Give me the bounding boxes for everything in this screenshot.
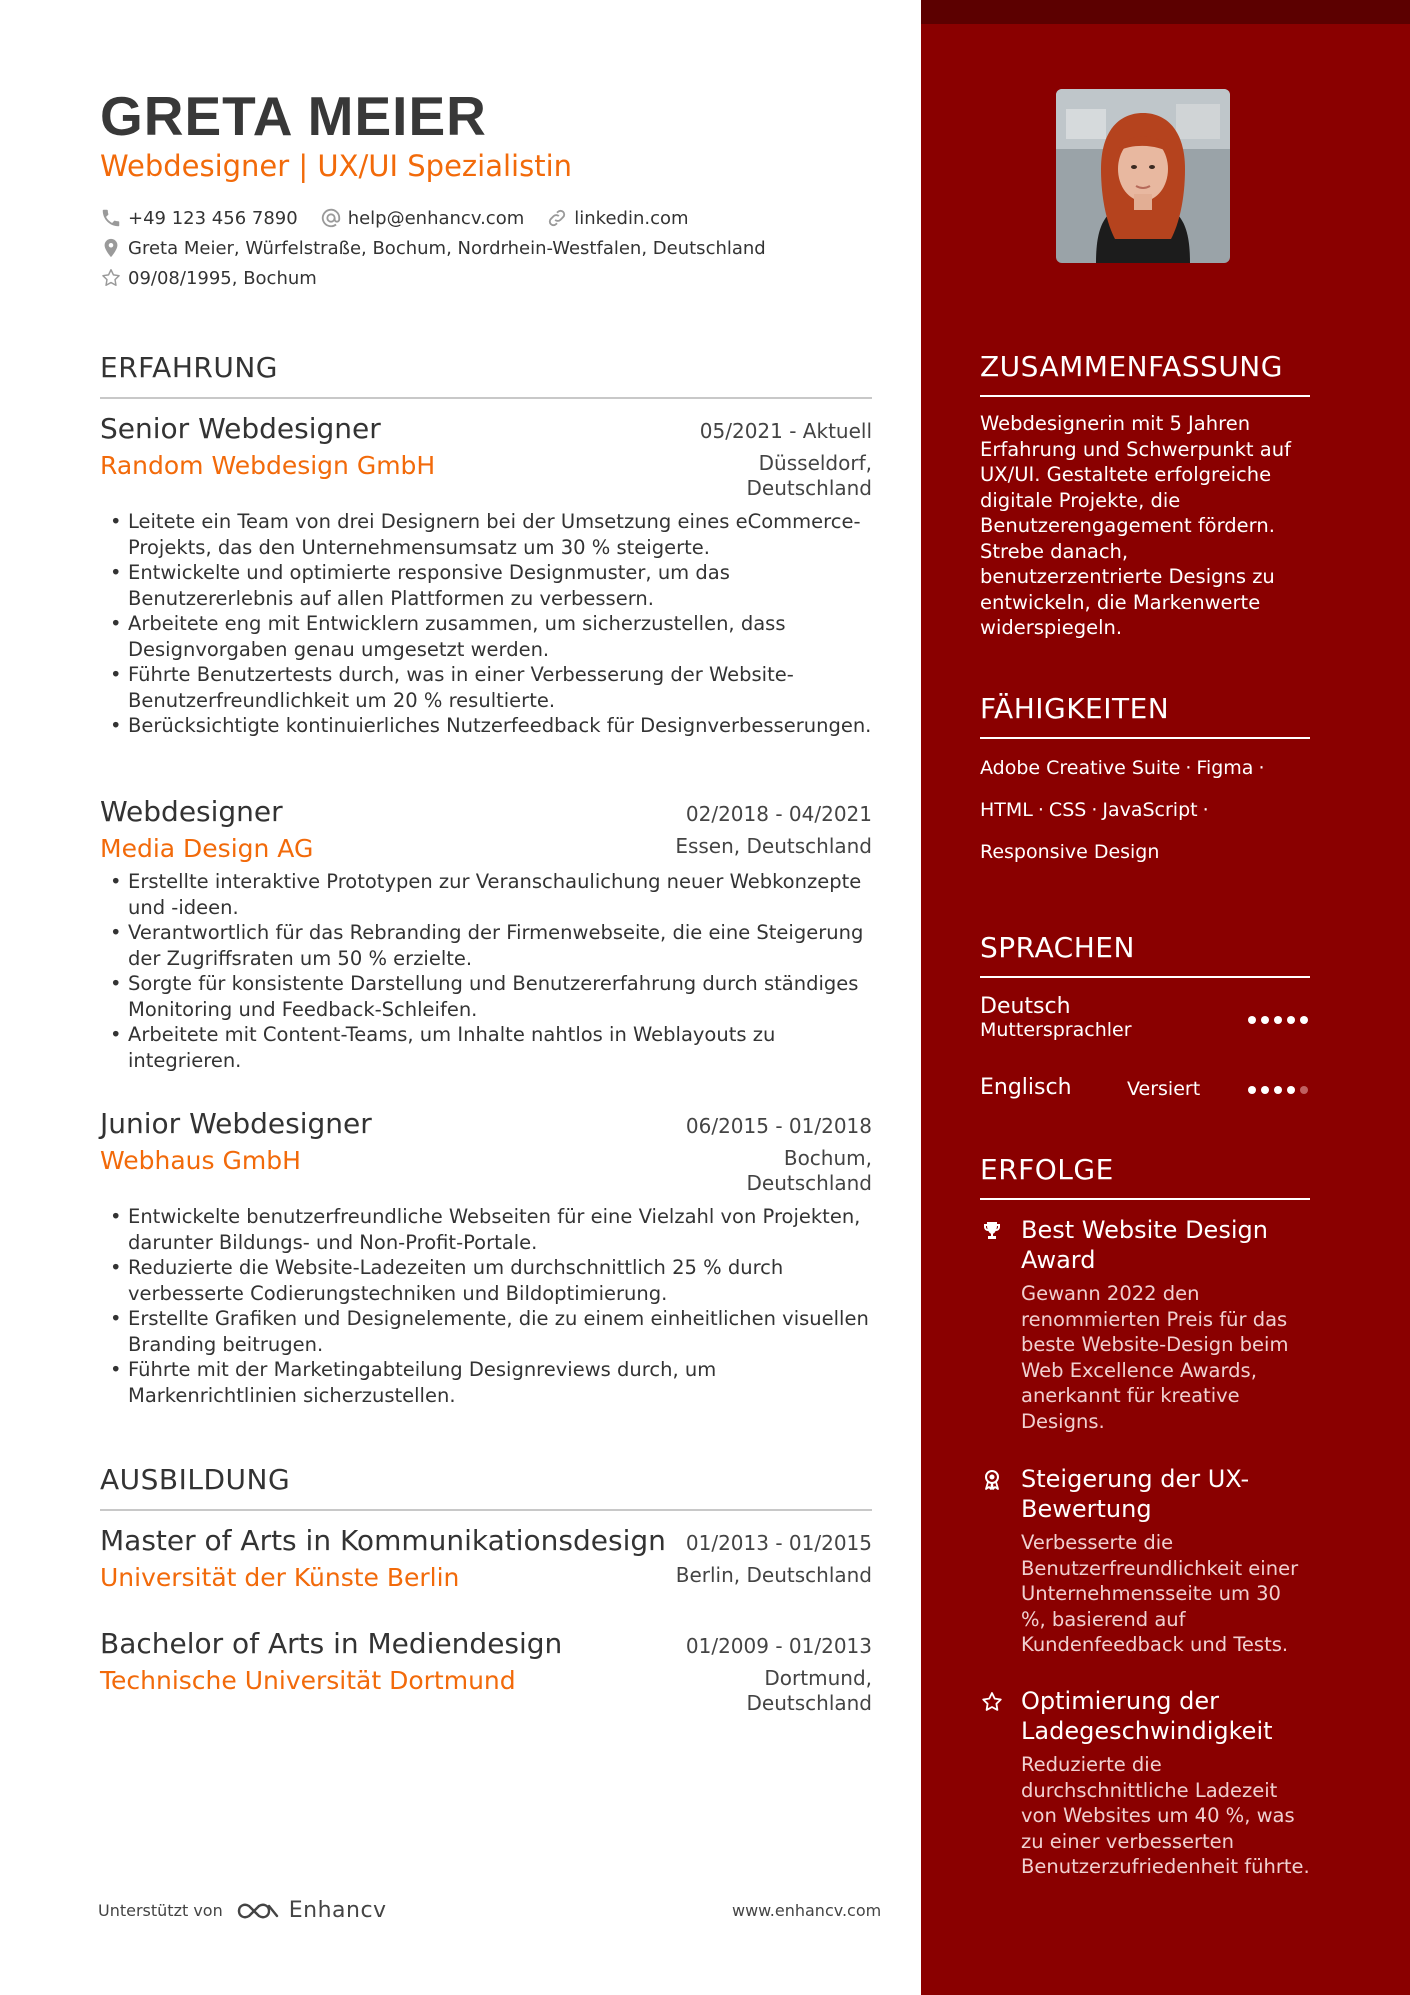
email-link[interactable]: help@enhancv.com [347, 207, 525, 229]
rating-dot [1287, 1016, 1295, 1024]
footer-powered-by [98, 1898, 387, 1923]
achievement-item [980, 1686, 1310, 1880]
job-date: 05/2021 - Aktuell [699, 419, 872, 443]
trophy-icon [980, 1219, 1004, 1243]
education-entry [100, 1627, 872, 1716]
job-entry [100, 795, 872, 1073]
list-item: • Reduzierte die Website-Ladezeiten um durchschnittlich 25 % durch verbesserte Codierungstechniken und Bildoptimierung. [100, 1255, 872, 1306]
location-pin-icon [100, 237, 122, 259]
language-rating [1248, 1086, 1308, 1094]
person-name: GRETA MEIER [100, 85, 487, 147]
job-date: 06/2015 - 01/2018 [685, 1114, 872, 1138]
education-location: Dortmund, Deutschland [746, 1666, 872, 1715]
phone-text[interactable]: +49 123 456 7890 [128, 207, 298, 229]
job-subtitle: Webdesigner | UX/UI Spezialistin [100, 149, 573, 183]
rating-dot [1300, 1086, 1308, 1094]
job-bullets [100, 1204, 872, 1408]
birth-text: 09/08/1995, Bochum [128, 267, 317, 289]
language-level: Muttersprachler [980, 1019, 1132, 1041]
list-item: • Verantwortlich für das Rebranding der Firmenwebseite, die eine Steigerung der Zugriffsraten um 50 % erzielte. [100, 920, 872, 971]
education-location: Berlin, Deutschland [675, 1563, 872, 1587]
education-heading: AUSBILDUNG [100, 1463, 291, 1496]
rating-dot [1261, 1086, 1269, 1094]
language-item [980, 994, 1310, 1054]
education-date: 01/2009 - 01/2013 [685, 1634, 872, 1658]
achievements-section [980, 1153, 1310, 1200]
rating-dot [1248, 1016, 1256, 1024]
education-entry [100, 1524, 872, 1592]
school-name: Universität der Künste Berlin [100, 1563, 460, 1592]
sidebar-top-band [921, 0, 1410, 24]
job-entry [100, 1107, 872, 1408]
job-title: Senior Webdesigner [100, 412, 381, 445]
rating-dot [1274, 1016, 1282, 1024]
job-location: Düsseldorf, Deutschland [746, 451, 872, 500]
achievements-divider [980, 1198, 1310, 1200]
job-title: Junior Webdesigner [100, 1107, 372, 1140]
achievement-item [980, 1215, 1310, 1434]
skills-divider [980, 737, 1310, 739]
summary-section [980, 350, 1310, 641]
list-item: • Entwickelte und optimierte responsive Designmuster, um das Benutzererlebnis auf allen Plattformen zu verbessern. [100, 560, 872, 611]
achievement-title: Best Website Design Award [1021, 1216, 1268, 1274]
address-text: Greta Meier, Würfelstraße, Bochum, Nordrhein-Westfalen, Deutschland [128, 237, 766, 259]
list-item: • Entwickelte benutzerfreundliche Webseiten für eine Vielzahl von Projekten, darunter Bildungs- und Non-Profit-Portale. [100, 1204, 872, 1255]
achievement-title: Optimierung der Ladegeschwindigkeit [1021, 1687, 1273, 1745]
language-item [980, 1075, 1310, 1105]
language-level: Versiert [1127, 1078, 1201, 1100]
list-item: • Berücksichtigte kontinuierliches Nutzerfeedback für Designverbesserungen. [100, 713, 872, 739]
experience-heading: ERFAHRUNG [100, 351, 278, 384]
achievement-desc: Gewann 2022 den renommierten Preis für das beste Website-Design beim Web Excellence Awards, anerkannt für kreative Designs. [1021, 1282, 1289, 1433]
education-date: 01/2013 - 01/2015 [685, 1531, 872, 1555]
skills-heading: FÄHIGKEITEN [980, 692, 1170, 725]
skill-tag: HTML [980, 799, 1033, 821]
medal-icon [980, 1468, 1004, 1492]
list-item: • Leitete ein Team von drei Designern bei der Umsetzung eines eCommerce-Projekts, das den Unternehmensumsatz um 30 % steigerte. [100, 509, 872, 560]
achievement-title: Steigerung der UX-Bewertung [1021, 1465, 1250, 1523]
job-title: Webdesigner [100, 795, 283, 828]
skill-tag: JavaScript [1102, 799, 1198, 821]
education-divider [100, 1509, 872, 1511]
footer-brand[interactable]: Enhancv [288, 1898, 387, 1923]
list-item: • Arbeitete eng mit Entwicklern zusammen, um sicherzustellen, dass Designvorgaben genau umgesetzt werden. [100, 611, 872, 662]
job-company: Webhaus GmbH [100, 1146, 301, 1175]
rating-dot [1287, 1086, 1295, 1094]
language-name: Deutsch [980, 994, 1071, 1019]
star-icon [980, 1690, 1004, 1714]
summary-text: Webdesignerin mit 5 Jahren Erfahrung und Schwerpunkt auf UX/UI. Gestaltete erfolgreiche digitale Projekte, die Benutzerengagement fördern. Strebe danach, benutzerzentrierte Designs zu entwickeln, die Markenwerte widerspiegeln. [980, 412, 1291, 639]
profile-photo [1056, 89, 1230, 263]
degree-title: Master of Arts in Kommunikationsdesign [100, 1524, 666, 1557]
list-item: • Führte Benutzertests durch, was in einer Verbesserung der Website-Benutzerfreundlichkeit um 20 % resultierte. [100, 662, 872, 713]
skill-tag: Adobe Creative Suite [980, 757, 1181, 779]
list-item: • Sorgte für konsistente Darstellung und Benutzererfahrung durch ständiges Monitoring und Feedback-Schleifen. [100, 971, 872, 1022]
language-name: Englisch [980, 1075, 1072, 1100]
skills-list: Adobe Creative Suite · Figma · HTML · CSS · JavaScript · Responsive Design [980, 757, 1265, 863]
job-bullets [100, 509, 872, 739]
rating-dot [1300, 1016, 1308, 1024]
footer-url[interactable]: www.enhancv.com [732, 1901, 882, 1920]
languages-section [980, 931, 1310, 978]
powered-by-label: Unterstützt von [98, 1901, 223, 1920]
job-location: Essen, Deutschland [675, 834, 872, 858]
at-icon [320, 207, 342, 229]
achievements-heading: ERFOLGE [980, 1153, 1114, 1186]
summary-heading: ZUSAMMENFASSUNG [980, 350, 1283, 383]
summary-divider [980, 395, 1310, 397]
enhancv-logo-icon[interactable] [235, 1899, 283, 1923]
job-entry [100, 412, 872, 739]
list-item: • Erstellte Grafiken und Designelemente, die zu einem einheitlichen visuellen Branding beitrugen. [100, 1306, 872, 1357]
languages-divider [980, 976, 1310, 978]
experience-divider [100, 397, 872, 399]
linkedin-link[interactable]: linkedin.com [574, 207, 689, 229]
job-location: Bochum, Deutschland [746, 1146, 872, 1195]
languages-heading: SPRACHEN [980, 931, 1135, 964]
school-name: Technische Universität Dortmund [100, 1666, 516, 1695]
list-item: • Arbeitete mit Content-Teams, um Inhalte nahtlos in Weblayouts zu integrieren. [100, 1022, 872, 1073]
skill-tag: Figma [1196, 757, 1254, 779]
language-rating [1248, 1016, 1308, 1024]
job-bullets [100, 869, 872, 1073]
job-date: 02/2018 - 04/2021 [685, 802, 872, 826]
star-outline-icon [100, 267, 122, 289]
job-company: Media Design AG [100, 834, 314, 863]
skills-section [980, 692, 1310, 873]
list-item: • Erstellte interaktive Prototypen zur Veranschaulichung neuer Webkonzepte und -ideen. [100, 869, 872, 920]
job-company: Random Webdesign GmbH [100, 451, 436, 480]
rating-dot [1248, 1086, 1256, 1094]
achievement-desc: Reduzierte die durchschnittliche Ladezeit von Websites um 40 %, was zu einer verbesserten Benutzerzufriedenheit führte. [1021, 1753, 1310, 1878]
skill-tag: Responsive Design [980, 841, 1160, 863]
achievement-desc: Verbesserte die Benutzerfreundlichkeit einer Unternehmensseite um 30 %, basierend auf Kundenfeedback und Tests. [1021, 1531, 1299, 1656]
link-icon [546, 207, 568, 229]
phone-icon [100, 207, 122, 229]
list-item: • Führte mit der Marketingabteilung Designreviews durch, um Markenrichtlinien sicherzustellen. [100, 1357, 872, 1408]
skill-tag: CSS [1048, 799, 1087, 821]
degree-title: Bachelor of Arts in Mediendesign [100, 1627, 563, 1660]
rating-dot [1274, 1086, 1282, 1094]
contact-info [100, 203, 766, 293]
achievement-item [980, 1464, 1310, 1658]
rating-dot [1261, 1016, 1269, 1024]
